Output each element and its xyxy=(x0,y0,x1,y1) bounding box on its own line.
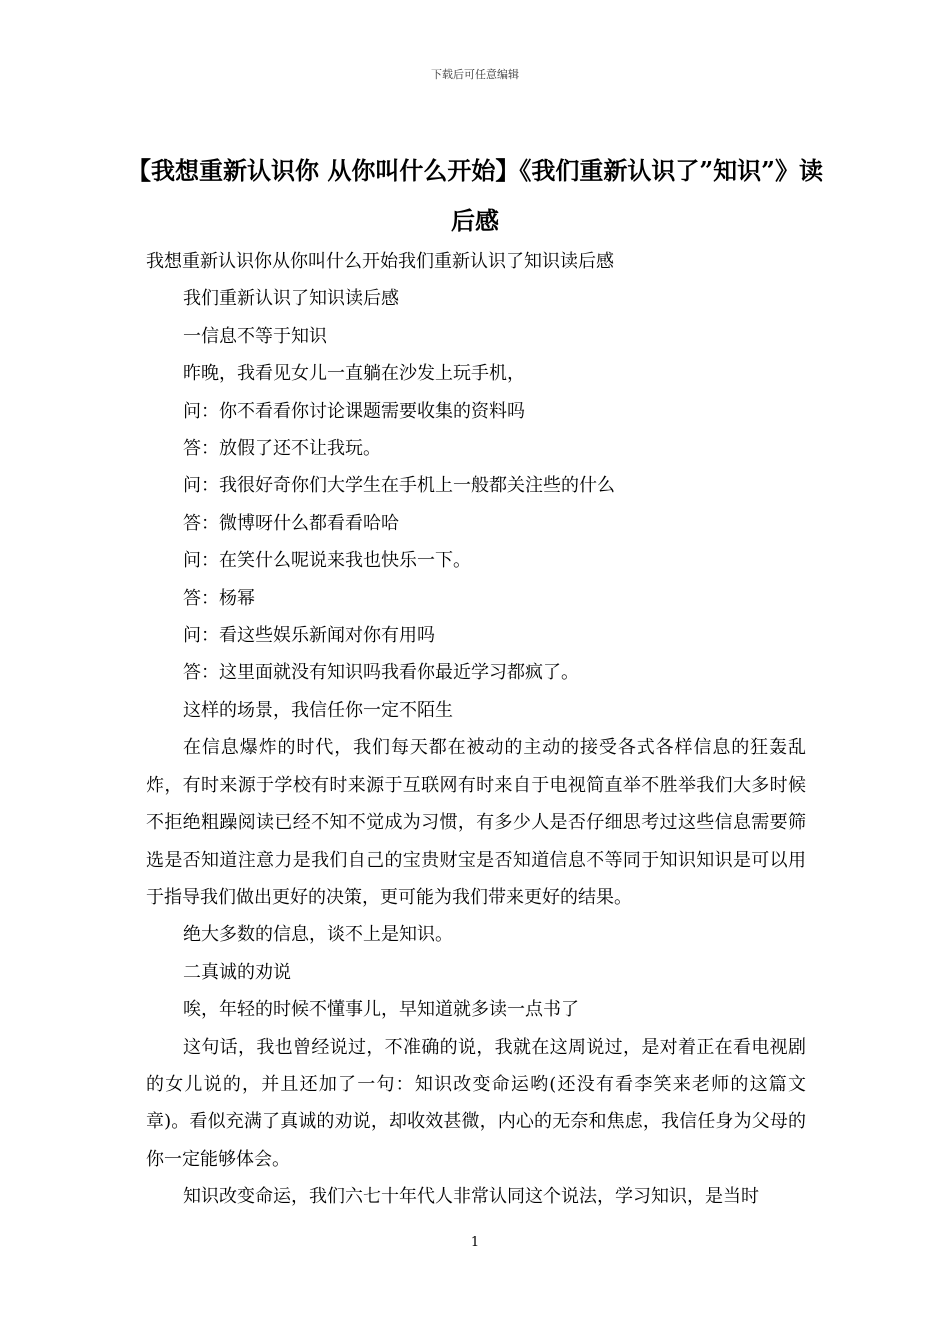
paragraph: 我想重新认识你从你叫什么开始我们重新认识了知识读后感 xyxy=(146,251,614,272)
dialogue-line: 问：我很好奇你们大学生在手机上一般都关注些的什么 xyxy=(183,475,615,497)
section-heading: 二真诚的劝说 xyxy=(183,961,291,983)
paragraph: 昨晚，我看见女儿一直躺在沙发上玩手机， xyxy=(183,363,525,385)
paragraph: 这句话，我也曾经说过，不准确的说，我就在这周说过，是对着正在看电视剧的女儿说的，并且还加了一句：知识改变命运哟(还没有看李笑来老师的这篇文章)。看似充满了真诚的劝说，却收效甚微，内心的无奈和焦虑，我信任身为父母的你一定能够体会。 xyxy=(146,1036,806,1170)
dialogue-line: 答：放假了还不让我玩。 xyxy=(183,438,381,460)
paragraph: 我们重新认识了知识读后感 xyxy=(183,288,399,310)
page-number: 1 xyxy=(470,1235,480,1250)
page-header-note: 下载后可任意编辑 xyxy=(431,68,519,81)
section-heading: 一信息不等于知识 xyxy=(183,325,327,347)
dialogue-line: 问：你不看看你讨论课题需要收集的资料吗 xyxy=(183,400,525,422)
dialogue-line: 答：这里面就没有知识吗我看你最近学习都疯了。 xyxy=(183,662,579,684)
paragraph: 绝大多数的信息，谈不上是知识。 xyxy=(183,924,453,946)
document-title: 【我想重新认识你 从你叫什么开始】《我们重新认识了”知识”》读后感 xyxy=(127,156,823,235)
paragraph: 这样的场景，我信任你一定不陌生 xyxy=(183,699,453,721)
paragraph: 在信息爆炸的时代，我们每天都在被动的主动的接受各式各样信息的狂轰乱炸，有时来源于学校有时来源于互联网有时来自于电视简直举不胜举我们大多时候不拒绝粗躁阅读已经不知不觉成为习惯，有多少人是否仔细思考过这些信息需要筛选是否知道注意力是我们自己的宝贵财宝是否知道信息不等同于知识知识是可以用于指导我们做出更好的决策，更可能为我们带来更好的结果。 xyxy=(146,737,806,908)
dialogue-line: 问：在笑什么呢说来我也快乐一下。 xyxy=(183,550,471,572)
document-body xyxy=(146,243,806,1216)
dialogue-line: 答：杨幂 xyxy=(183,587,255,609)
dialogue-line: 答：微博呀什么都看看哈哈 xyxy=(183,512,399,534)
paragraph: 知识改变命运，我们六七十年代人非常认同这个说法，学习知识，是当时 xyxy=(183,1186,759,1208)
dialogue-line: 问：看这些娱乐新闻对你有用吗 xyxy=(183,625,435,647)
paragraph: 唉，年轻的时候不懂事儿，早知道就多读一点书了 xyxy=(183,999,579,1021)
